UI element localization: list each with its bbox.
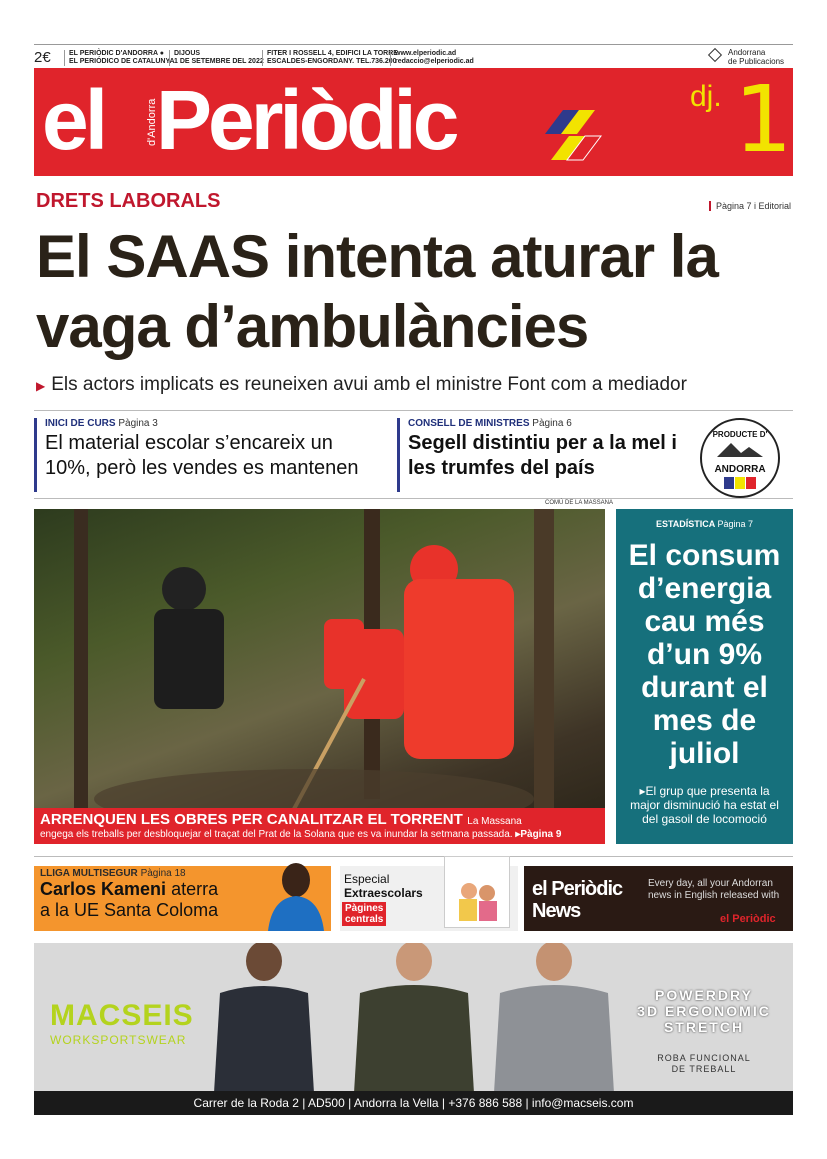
- publisher-line-2: EL PERIÓDICO DE CATALUNYA: [69, 58, 175, 65]
- magazine-cover: [444, 856, 510, 928]
- teal-kicker-text: ESTADÍSTICA: [655, 519, 715, 529]
- ad-brand-sub: WORKSPORTSWEAR: [50, 1033, 187, 1047]
- seal-bottom-text: ANDORRA: [714, 464, 766, 475]
- special-tag-1: Pàgines: [345, 903, 384, 914]
- mountain-icon: [713, 439, 767, 459]
- ad-contact-bar[interactable]: Carrer de la Roda 2 | AD500 | Andorra la Vella | +376 886 588 | info@macseis.com: [34, 1091, 793, 1115]
- ad-slogan-3: STRETCH: [663, 1019, 745, 1035]
- group-logo: [710, 48, 784, 66]
- ad-slogan-1: POWERDRY: [655, 987, 753, 1003]
- brief-text: Segell distintiu per a la mel i les trumfes del país: [408, 432, 677, 479]
- caption-page-ref[interactable]: ▸Pàgina 9: [515, 829, 562, 840]
- caption-location: La Massana: [467, 816, 522, 827]
- address: [262, 50, 398, 66]
- caption-body: engega els treballs per desbloquejar el traçat del Prat de la Solana que es va inundar la setmana passada.: [40, 829, 513, 840]
- ad-tag-2: DE TREBALL: [671, 1064, 737, 1074]
- special-title: [344, 872, 423, 900]
- section-label: DRETS LABORALS: [36, 190, 221, 212]
- group-line-1: Andorrana: [728, 48, 766, 57]
- news-logo-2: News: [532, 900, 581, 922]
- ad-slogan-2: 3D ERGONOMIC: [637, 1003, 771, 1019]
- brief-kicker-text: INICI DE CURS: [45, 418, 116, 429]
- sports-kicker-text: LLIGA MULTISEGUR: [40, 868, 138, 879]
- ad-slogan: [624, 987, 784, 1035]
- email-link[interactable]: redaccio@elperiodic.ad: [395, 58, 474, 65]
- sports-promo[interactable]: [34, 866, 331, 931]
- player-photo: [264, 858, 328, 931]
- brief-text: El material escolar s’encareix un 10%, però les vendes es mantenen: [45, 432, 359, 479]
- price: 2€: [34, 49, 51, 66]
- news-photo[interactable]: [34, 509, 605, 830]
- day-label: dj.: [690, 80, 722, 113]
- logo-andorra: d'Andorra: [146, 98, 158, 146]
- divider: [34, 856, 793, 857]
- logo-el: el: [42, 73, 105, 167]
- sports-text-1: aterra: [171, 879, 219, 899]
- workers-illustration: [34, 509, 605, 830]
- brief-page: Pàgina 6: [532, 418, 572, 429]
- subheadline-text: Els actors implicats es reuneixen avui amb el ministre Font com a mediador: [51, 374, 687, 395]
- andorra-product-seal: [700, 418, 780, 498]
- date-line-2: 1 DE SETEMBRE DEL 2022: [174, 58, 264, 65]
- issue-date: [169, 50, 264, 66]
- sports-page: Pàgina 18: [140, 868, 186, 879]
- subheadline: [36, 374, 687, 396]
- brief-council[interactable]: [397, 418, 692, 492]
- brief-kicker: [45, 418, 384, 429]
- publisher-names: [64, 50, 175, 66]
- brief-kicker: [408, 418, 692, 429]
- diamond-icon: [708, 48, 722, 62]
- web-link[interactable]: www.elperiodic.ad: [395, 50, 457, 57]
- caption-title: ARRENQUEN LES OBRES PER CANALITZAR EL TORRENT: [40, 811, 463, 828]
- contact: [390, 50, 474, 66]
- ad-brand: MACSEIS: [50, 999, 194, 1032]
- divider: [34, 498, 793, 499]
- masthead: [34, 68, 793, 176]
- brief-school[interactable]: [34, 418, 384, 492]
- ad-tag-1: ROBA FUNCIONAL: [657, 1053, 751, 1063]
- brief-kicker-text: CONSELL DE MINISTRES: [408, 418, 530, 429]
- photo-caption: [34, 808, 605, 844]
- teal-body: ▸El grup que presenta la major disminució ha estat el del gasoil de locomoció: [630, 784, 779, 826]
- publisher-line-1: EL PERIÒDIC D'ANDORRA ●: [69, 50, 164, 57]
- address-line-1: FITER I ROSSELL 4, EDIFICI LA TORRE: [267, 50, 398, 57]
- top-info-bar: [34, 44, 793, 68]
- group-line-2: de Publicacions: [728, 57, 785, 66]
- brief-page: Pàgina 3: [118, 418, 158, 429]
- news-english-promo[interactable]: [524, 866, 793, 931]
- teal-headline: El consum d’energia cau més d’un 9% durant el mes de juliol: [628, 539, 781, 770]
- kids-illustration: [445, 857, 509, 927]
- main-headline[interactable]: El SAAS intenta aturar la vaga d’ambulàncies: [36, 223, 718, 360]
- address-line-2: ESCALDES-ENGORDANY. TEL.736.200: [267, 58, 397, 65]
- news-text: Every day, all your Andorran news in English released with: [648, 878, 780, 901]
- photo-credit: COMÚ DE LA MASSANA: [545, 500, 614, 506]
- teal-kicker: [616, 519, 793, 529]
- flag-stripes-icon: [539, 102, 603, 162]
- ad-tag: [624, 1053, 784, 1075]
- date-line-1: DIJOUS: [174, 50, 201, 57]
- flag-stripes-icon: [720, 475, 760, 491]
- teal-page: Pàgina 7: [717, 519, 754, 529]
- day-number: 1: [734, 66, 793, 173]
- special-label-1: Especial: [344, 872, 390, 886]
- special-promo[interactable]: [340, 866, 518, 931]
- special-tag-2: centrals: [345, 914, 384, 925]
- advertisement[interactable]: [34, 943, 793, 1115]
- seal-top-text: PRODUCTE D': [712, 430, 768, 439]
- sports-name: Carlos Kameni: [40, 879, 167, 899]
- news-logo: [532, 878, 622, 922]
- statistics-box[interactable]: [616, 509, 793, 844]
- triangle-icon: ▶: [36, 379, 46, 393]
- divider: [34, 410, 793, 411]
- ad-models: [204, 943, 624, 1093]
- logo-periodic: Periòdic: [156, 73, 456, 167]
- news-brand: el Periòdic: [720, 913, 776, 925]
- page-reference: Pàgina 7 i Editorial: [709, 201, 791, 211]
- special-tag: [342, 902, 386, 926]
- news-logo-1: el Periòdic: [532, 878, 623, 900]
- special-label-2: Extraescolars: [344, 886, 423, 900]
- sports-text-2: a la UE Santa Coloma: [40, 900, 219, 920]
